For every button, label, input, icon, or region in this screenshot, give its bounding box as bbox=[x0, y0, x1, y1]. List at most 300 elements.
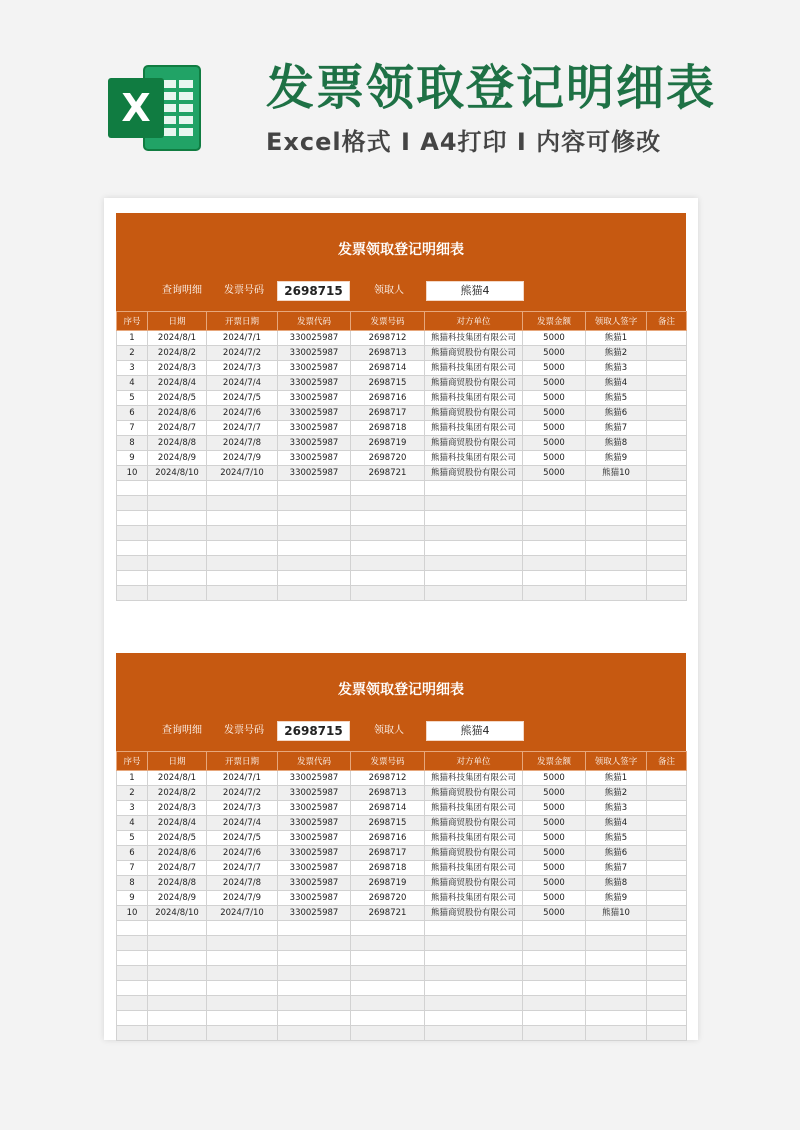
table-cell[interactable]: 2024/7/8 bbox=[207, 436, 278, 451]
table-cell[interactable]: 2 bbox=[117, 346, 148, 361]
table-cell[interactable]: 2024/7/10 bbox=[207, 466, 278, 481]
table-cell[interactable] bbox=[425, 951, 523, 966]
table-cell[interactable]: 7 bbox=[117, 861, 148, 876]
table-cell[interactable] bbox=[647, 801, 687, 816]
table-cell[interactable]: 5000 bbox=[523, 451, 586, 466]
table-cell[interactable] bbox=[278, 541, 351, 556]
table-cell[interactable]: 330025987 bbox=[278, 451, 351, 466]
table-cell[interactable] bbox=[523, 496, 586, 511]
table-cell[interactable] bbox=[207, 586, 278, 601]
table-cell[interactable]: 2024/7/8 bbox=[207, 876, 278, 891]
table-cell[interactable] bbox=[278, 586, 351, 601]
table-cell[interactable]: 3 bbox=[117, 801, 148, 816]
table-cell[interactable]: 330025987 bbox=[278, 846, 351, 861]
table-cell[interactable] bbox=[148, 556, 207, 571]
table-cell[interactable]: 2024/8/7 bbox=[148, 861, 207, 876]
table-cell[interactable] bbox=[207, 1011, 278, 1026]
table-cell[interactable] bbox=[586, 966, 647, 981]
table-cell[interactable]: 5000 bbox=[523, 876, 586, 891]
table-cell[interactable] bbox=[647, 421, 687, 436]
table-cell[interactable] bbox=[117, 966, 148, 981]
table-cell[interactable]: 2024/8/1 bbox=[148, 331, 207, 346]
table-cell[interactable]: 2698716 bbox=[351, 391, 425, 406]
table-cell[interactable] bbox=[207, 981, 278, 996]
table-cell[interactable] bbox=[586, 526, 647, 541]
table-cell[interactable]: 2024/7/7 bbox=[207, 861, 278, 876]
table-cell[interactable] bbox=[117, 1011, 148, 1026]
table-cell[interactable] bbox=[523, 571, 586, 586]
table-cell[interactable] bbox=[523, 936, 586, 951]
table-cell[interactable]: 熊猫8 bbox=[586, 436, 647, 451]
table-cell[interactable] bbox=[425, 586, 523, 601]
table-cell[interactable]: 8 bbox=[117, 436, 148, 451]
table-cell[interactable]: 熊猫2 bbox=[586, 786, 647, 801]
table-cell[interactable] bbox=[278, 921, 351, 936]
table-cell[interactable] bbox=[523, 541, 586, 556]
table-cell[interactable]: 熊猫科技集团有限公司 bbox=[425, 861, 523, 876]
table-cell[interactable] bbox=[351, 996, 425, 1011]
table-cell[interactable] bbox=[148, 951, 207, 966]
table-cell[interactable]: 熊猫商贸股份有限公司 bbox=[425, 816, 523, 831]
table-cell[interactable] bbox=[207, 936, 278, 951]
table-cell[interactable] bbox=[647, 996, 687, 1011]
table-cell[interactable]: 2024/8/8 bbox=[148, 436, 207, 451]
table-cell[interactable]: 5000 bbox=[523, 331, 586, 346]
table-cell[interactable]: 10 bbox=[117, 466, 148, 481]
table-cell[interactable] bbox=[425, 981, 523, 996]
table-cell[interactable]: 2024/7/9 bbox=[207, 891, 278, 906]
table-cell[interactable] bbox=[207, 951, 278, 966]
table-cell[interactable] bbox=[351, 586, 425, 601]
table-cell[interactable] bbox=[278, 951, 351, 966]
table-cell[interactable]: 2024/7/3 bbox=[207, 361, 278, 376]
table-cell[interactable]: 熊猫商贸股份有限公司 bbox=[425, 906, 523, 921]
table-cell[interactable]: 6 bbox=[117, 846, 148, 861]
table-cell[interactable]: 5000 bbox=[523, 406, 586, 421]
table-cell[interactable]: 1 bbox=[117, 771, 148, 786]
table-cell[interactable] bbox=[425, 526, 523, 541]
table-cell[interactable] bbox=[117, 586, 148, 601]
table-cell[interactable] bbox=[425, 556, 523, 571]
table-cell[interactable] bbox=[207, 481, 278, 496]
table-cell[interactable]: 熊猫5 bbox=[586, 831, 647, 846]
table-cell[interactable]: 9 bbox=[117, 891, 148, 906]
table-cell[interactable] bbox=[523, 996, 586, 1011]
table-cell[interactable] bbox=[278, 1026, 351, 1041]
table-cell[interactable] bbox=[207, 966, 278, 981]
table-cell[interactable]: 2024/8/4 bbox=[148, 376, 207, 391]
table-cell[interactable] bbox=[523, 951, 586, 966]
table-cell[interactable]: 5000 bbox=[523, 786, 586, 801]
table-cell[interactable]: 2024/8/10 bbox=[148, 466, 207, 481]
table-cell[interactable]: 5000 bbox=[523, 801, 586, 816]
table-cell[interactable] bbox=[351, 496, 425, 511]
table-cell[interactable] bbox=[425, 541, 523, 556]
table-cell[interactable] bbox=[523, 921, 586, 936]
table-cell[interactable] bbox=[148, 1026, 207, 1041]
table-cell[interactable]: 7 bbox=[117, 421, 148, 436]
table-cell[interactable]: 2698717 bbox=[351, 406, 425, 421]
table-cell[interactable]: 5000 bbox=[523, 436, 586, 451]
table-cell[interactable]: 2024/7/7 bbox=[207, 421, 278, 436]
table-cell[interactable]: 5000 bbox=[523, 891, 586, 906]
table-cell[interactable] bbox=[351, 981, 425, 996]
table-cell[interactable] bbox=[523, 966, 586, 981]
table-cell[interactable] bbox=[586, 921, 647, 936]
table-cell[interactable]: 2024/8/9 bbox=[148, 451, 207, 466]
table-cell[interactable]: 2024/8/3 bbox=[148, 801, 207, 816]
table-cell[interactable]: 熊猫9 bbox=[586, 891, 647, 906]
table-cell[interactable] bbox=[425, 921, 523, 936]
table-cell[interactable] bbox=[148, 541, 207, 556]
table-cell[interactable] bbox=[207, 496, 278, 511]
table-cell[interactable] bbox=[117, 481, 148, 496]
table-cell[interactable] bbox=[278, 966, 351, 981]
table-cell[interactable]: 2024/8/6 bbox=[148, 406, 207, 421]
table-cell[interactable]: 5000 bbox=[523, 906, 586, 921]
table-cell[interactable] bbox=[207, 556, 278, 571]
table-cell[interactable] bbox=[586, 951, 647, 966]
table-cell[interactable] bbox=[647, 771, 687, 786]
table-cell[interactable] bbox=[117, 556, 148, 571]
table-cell[interactable] bbox=[647, 906, 687, 921]
table-cell[interactable]: 2698720 bbox=[351, 891, 425, 906]
table-cell[interactable]: 1 bbox=[117, 331, 148, 346]
table-cell[interactable] bbox=[148, 996, 207, 1011]
table-cell[interactable] bbox=[647, 951, 687, 966]
table-cell[interactable]: 熊猫科技集团有限公司 bbox=[425, 771, 523, 786]
table-cell[interactable]: 熊猫3 bbox=[586, 361, 647, 376]
table-cell[interactable]: 330025987 bbox=[278, 331, 351, 346]
table-cell[interactable]: 330025987 bbox=[278, 861, 351, 876]
table-cell[interactable] bbox=[586, 586, 647, 601]
table-cell[interactable] bbox=[278, 496, 351, 511]
table-cell[interactable]: 2698715 bbox=[351, 376, 425, 391]
table-cell[interactable] bbox=[425, 496, 523, 511]
table-cell[interactable] bbox=[207, 511, 278, 526]
receiver-input[interactable]: 熊猫4 bbox=[426, 721, 524, 741]
table-cell[interactable]: 2024/7/4 bbox=[207, 376, 278, 391]
table-cell[interactable]: 5000 bbox=[523, 346, 586, 361]
table-cell[interactable] bbox=[647, 466, 687, 481]
table-cell[interactable] bbox=[647, 816, 687, 831]
table-cell[interactable]: 熊猫商贸股份有限公司 bbox=[425, 436, 523, 451]
table-cell[interactable]: 2024/7/1 bbox=[207, 771, 278, 786]
table-cell[interactable]: 熊猫7 bbox=[586, 421, 647, 436]
table-cell[interactable]: 330025987 bbox=[278, 801, 351, 816]
table-cell[interactable] bbox=[647, 1011, 687, 1026]
table-cell[interactable] bbox=[278, 996, 351, 1011]
table-cell[interactable] bbox=[351, 936, 425, 951]
table-cell[interactable] bbox=[586, 936, 647, 951]
table-cell[interactable] bbox=[647, 846, 687, 861]
table-cell[interactable]: 2698718 bbox=[351, 861, 425, 876]
invoice-no-input[interactable]: 2698715 bbox=[277, 281, 350, 301]
table-cell[interactable]: 熊猫科技集团有限公司 bbox=[425, 331, 523, 346]
table-cell[interactable]: 5000 bbox=[523, 391, 586, 406]
invoice-no-input[interactable]: 2698715 bbox=[277, 721, 350, 741]
table-cell[interactable] bbox=[117, 496, 148, 511]
table-cell[interactable] bbox=[117, 571, 148, 586]
table-cell[interactable]: 2698721 bbox=[351, 466, 425, 481]
table-cell[interactable]: 熊猫1 bbox=[586, 331, 647, 346]
table-cell[interactable]: 2024/7/2 bbox=[207, 786, 278, 801]
table-cell[interactable]: 8 bbox=[117, 876, 148, 891]
table-cell[interactable]: 2024/7/6 bbox=[207, 406, 278, 421]
table-cell[interactable] bbox=[148, 496, 207, 511]
table-cell[interactable]: 熊猫科技集团有限公司 bbox=[425, 391, 523, 406]
table-cell[interactable]: 熊猫商贸股份有限公司 bbox=[425, 346, 523, 361]
table-cell[interactable] bbox=[647, 966, 687, 981]
table-cell[interactable]: 熊猫商贸股份有限公司 bbox=[425, 466, 523, 481]
table-cell[interactable]: 5000 bbox=[523, 861, 586, 876]
table-cell[interactable] bbox=[425, 481, 523, 496]
table-cell[interactable]: 5000 bbox=[523, 771, 586, 786]
table-cell[interactable] bbox=[148, 1011, 207, 1026]
table-cell[interactable]: 熊猫科技集团有限公司 bbox=[425, 451, 523, 466]
table-cell[interactable] bbox=[148, 481, 207, 496]
table-cell[interactable]: 2024/7/9 bbox=[207, 451, 278, 466]
table-cell[interactable] bbox=[647, 346, 687, 361]
table-cell[interactable] bbox=[278, 481, 351, 496]
table-cell[interactable] bbox=[148, 966, 207, 981]
table-cell[interactable]: 2698719 bbox=[351, 436, 425, 451]
table-cell[interactable] bbox=[523, 981, 586, 996]
table-cell[interactable]: 5000 bbox=[523, 376, 586, 391]
table-cell[interactable] bbox=[647, 556, 687, 571]
table-cell[interactable]: 2024/7/2 bbox=[207, 346, 278, 361]
table-cell[interactable] bbox=[523, 1011, 586, 1026]
table-cell[interactable] bbox=[647, 481, 687, 496]
table-cell[interactable] bbox=[647, 451, 687, 466]
table-cell[interactable] bbox=[425, 511, 523, 526]
table-cell[interactable] bbox=[586, 1011, 647, 1026]
table-cell[interactable]: 2 bbox=[117, 786, 148, 801]
table-cell[interactable]: 2698714 bbox=[351, 801, 425, 816]
table-cell[interactable] bbox=[148, 571, 207, 586]
table-cell[interactable]: 熊猫6 bbox=[586, 406, 647, 421]
table-cell[interactable]: 5000 bbox=[523, 816, 586, 831]
table-cell[interactable]: 3 bbox=[117, 361, 148, 376]
table-cell[interactable]: 2698712 bbox=[351, 771, 425, 786]
table-cell[interactable] bbox=[117, 981, 148, 996]
table-cell[interactable]: 熊猫商贸股份有限公司 bbox=[425, 876, 523, 891]
table-cell[interactable] bbox=[117, 996, 148, 1011]
table-cell[interactable] bbox=[117, 936, 148, 951]
table-cell[interactable] bbox=[278, 556, 351, 571]
table-cell[interactable] bbox=[425, 1026, 523, 1041]
table-cell[interactable] bbox=[647, 376, 687, 391]
table-cell[interactable]: 熊猫商贸股份有限公司 bbox=[425, 406, 523, 421]
table-cell[interactable]: 熊猫商贸股份有限公司 bbox=[425, 846, 523, 861]
table-cell[interactable]: 2024/7/5 bbox=[207, 831, 278, 846]
table-cell[interactable] bbox=[586, 571, 647, 586]
table-cell[interactable] bbox=[647, 511, 687, 526]
table-cell[interactable]: 330025987 bbox=[278, 466, 351, 481]
table-cell[interactable] bbox=[117, 541, 148, 556]
table-cell[interactable]: 330025987 bbox=[278, 816, 351, 831]
table-cell[interactable] bbox=[148, 921, 207, 936]
table-cell[interactable]: 5 bbox=[117, 831, 148, 846]
table-cell[interactable] bbox=[278, 511, 351, 526]
table-cell[interactable] bbox=[523, 481, 586, 496]
table-cell[interactable]: 2024/8/3 bbox=[148, 361, 207, 376]
table-cell[interactable]: 330025987 bbox=[278, 891, 351, 906]
table-cell[interactable]: 熊猫4 bbox=[586, 376, 647, 391]
table-cell[interactable] bbox=[351, 556, 425, 571]
table-cell[interactable]: 熊猫9 bbox=[586, 451, 647, 466]
table-cell[interactable]: 2024/8/1 bbox=[148, 771, 207, 786]
table-cell[interactable] bbox=[647, 361, 687, 376]
table-cell[interactable] bbox=[207, 526, 278, 541]
table-cell[interactable] bbox=[586, 556, 647, 571]
table-cell[interactable] bbox=[647, 541, 687, 556]
table-cell[interactable]: 5000 bbox=[523, 466, 586, 481]
table-cell[interactable]: 5 bbox=[117, 391, 148, 406]
table-cell[interactable]: 2024/8/6 bbox=[148, 846, 207, 861]
table-cell[interactable] bbox=[647, 331, 687, 346]
table-cell[interactable] bbox=[647, 981, 687, 996]
table-cell[interactable]: 熊猫7 bbox=[586, 861, 647, 876]
table-cell[interactable]: 熊猫3 bbox=[586, 801, 647, 816]
table-cell[interactable] bbox=[586, 1026, 647, 1041]
table-cell[interactable] bbox=[207, 996, 278, 1011]
table-cell[interactable] bbox=[425, 936, 523, 951]
table-cell[interactable]: 330025987 bbox=[278, 346, 351, 361]
table-cell[interactable]: 熊猫商贸股份有限公司 bbox=[425, 376, 523, 391]
table-cell[interactable]: 330025987 bbox=[278, 436, 351, 451]
table-cell[interactable]: 2698718 bbox=[351, 421, 425, 436]
table-cell[interactable] bbox=[523, 526, 586, 541]
table-cell[interactable] bbox=[117, 921, 148, 936]
table-cell[interactable]: 熊猫2 bbox=[586, 346, 647, 361]
table-cell[interactable] bbox=[586, 511, 647, 526]
table-cell[interactable] bbox=[425, 996, 523, 1011]
table-cell[interactable]: 熊猫1 bbox=[586, 771, 647, 786]
table-cell[interactable] bbox=[647, 436, 687, 451]
table-cell[interactable]: 330025987 bbox=[278, 406, 351, 421]
table-cell[interactable]: 4 bbox=[117, 816, 148, 831]
table-cell[interactable] bbox=[586, 981, 647, 996]
table-cell[interactable]: 2698714 bbox=[351, 361, 425, 376]
table-cell[interactable]: 2024/7/1 bbox=[207, 331, 278, 346]
table-cell[interactable]: 2024/7/10 bbox=[207, 906, 278, 921]
table-cell[interactable]: 4 bbox=[117, 376, 148, 391]
table-cell[interactable] bbox=[586, 996, 647, 1011]
table-cell[interactable] bbox=[586, 481, 647, 496]
table-cell[interactable] bbox=[148, 981, 207, 996]
table-cell[interactable] bbox=[207, 541, 278, 556]
table-cell[interactable]: 熊猫6 bbox=[586, 846, 647, 861]
table-cell[interactable] bbox=[351, 511, 425, 526]
table-cell[interactable]: 2698712 bbox=[351, 331, 425, 346]
table-cell[interactable] bbox=[523, 511, 586, 526]
table-cell[interactable] bbox=[351, 481, 425, 496]
table-cell[interactable] bbox=[351, 1011, 425, 1026]
table-cell[interactable]: 熊猫商贸股份有限公司 bbox=[425, 786, 523, 801]
table-cell[interactable]: 熊猫10 bbox=[586, 906, 647, 921]
table-cell[interactable] bbox=[425, 966, 523, 981]
table-cell[interactable]: 2024/8/10 bbox=[148, 906, 207, 921]
table-cell[interactable] bbox=[207, 571, 278, 586]
table-cell[interactable] bbox=[647, 1026, 687, 1041]
table-cell[interactable] bbox=[647, 891, 687, 906]
table-cell[interactable] bbox=[351, 966, 425, 981]
table-cell[interactable]: 2024/7/3 bbox=[207, 801, 278, 816]
table-cell[interactable]: 2698713 bbox=[351, 786, 425, 801]
table-cell[interactable] bbox=[207, 1026, 278, 1041]
table-cell[interactable]: 2024/8/9 bbox=[148, 891, 207, 906]
receiver-input[interactable]: 熊猫4 bbox=[426, 281, 524, 301]
table-cell[interactable]: 熊猫10 bbox=[586, 466, 647, 481]
table-cell[interactable]: 熊猫科技集团有限公司 bbox=[425, 891, 523, 906]
table-cell[interactable] bbox=[647, 586, 687, 601]
table-cell[interactable] bbox=[117, 511, 148, 526]
table-cell[interactable] bbox=[351, 921, 425, 936]
table-cell[interactable]: 330025987 bbox=[278, 876, 351, 891]
table-cell[interactable]: 6 bbox=[117, 406, 148, 421]
table-cell[interactable]: 2024/8/4 bbox=[148, 816, 207, 831]
table-cell[interactable]: 2024/7/6 bbox=[207, 846, 278, 861]
table-cell[interactable] bbox=[278, 526, 351, 541]
table-cell[interactable] bbox=[117, 1026, 148, 1041]
table-cell[interactable]: 熊猫5 bbox=[586, 391, 647, 406]
table-cell[interactable] bbox=[586, 496, 647, 511]
table-cell[interactable]: 熊猫4 bbox=[586, 816, 647, 831]
table-cell[interactable]: 5000 bbox=[523, 846, 586, 861]
table-cell[interactable]: 熊猫科技集团有限公司 bbox=[425, 361, 523, 376]
table-cell[interactable] bbox=[586, 541, 647, 556]
table-cell[interactable]: 2024/7/5 bbox=[207, 391, 278, 406]
table-cell[interactable]: 2024/8/5 bbox=[148, 391, 207, 406]
table-cell[interactable] bbox=[148, 526, 207, 541]
table-cell[interactable]: 330025987 bbox=[278, 391, 351, 406]
table-cell[interactable] bbox=[647, 496, 687, 511]
table-cell[interactable]: 330025987 bbox=[278, 906, 351, 921]
table-cell[interactable]: 2024/8/2 bbox=[148, 786, 207, 801]
table-cell[interactable] bbox=[278, 981, 351, 996]
table-cell[interactable]: 10 bbox=[117, 906, 148, 921]
table-cell[interactable] bbox=[647, 921, 687, 936]
table-cell[interactable] bbox=[647, 571, 687, 586]
table-cell[interactable]: 2698716 bbox=[351, 831, 425, 846]
table-cell[interactable]: 5000 bbox=[523, 361, 586, 376]
table-cell[interactable]: 2698717 bbox=[351, 846, 425, 861]
table-cell[interactable] bbox=[425, 571, 523, 586]
table-cell[interactable] bbox=[425, 1011, 523, 1026]
table-cell[interactable]: 2024/7/4 bbox=[207, 816, 278, 831]
table-cell[interactable] bbox=[647, 786, 687, 801]
table-cell[interactable] bbox=[351, 571, 425, 586]
table-cell[interactable]: 2698715 bbox=[351, 816, 425, 831]
table-cell[interactable]: 2024/8/7 bbox=[148, 421, 207, 436]
table-cell[interactable]: 330025987 bbox=[278, 421, 351, 436]
table-cell[interactable] bbox=[148, 936, 207, 951]
table-cell[interactable]: 330025987 bbox=[278, 771, 351, 786]
table-cell[interactable]: 2698719 bbox=[351, 876, 425, 891]
table-cell[interactable]: 2698713 bbox=[351, 346, 425, 361]
table-cell[interactable]: 2698721 bbox=[351, 906, 425, 921]
table-cell[interactable] bbox=[351, 526, 425, 541]
table-cell[interactable]: 9 bbox=[117, 451, 148, 466]
table-cell[interactable] bbox=[647, 406, 687, 421]
table-cell[interactable]: 2698720 bbox=[351, 451, 425, 466]
table-cell[interactable] bbox=[278, 936, 351, 951]
table-cell[interactable] bbox=[647, 876, 687, 891]
table-cell[interactable]: 2024/8/5 bbox=[148, 831, 207, 846]
table-cell[interactable]: 2024/8/8 bbox=[148, 876, 207, 891]
table-cell[interactable]: 熊猫科技集团有限公司 bbox=[425, 831, 523, 846]
